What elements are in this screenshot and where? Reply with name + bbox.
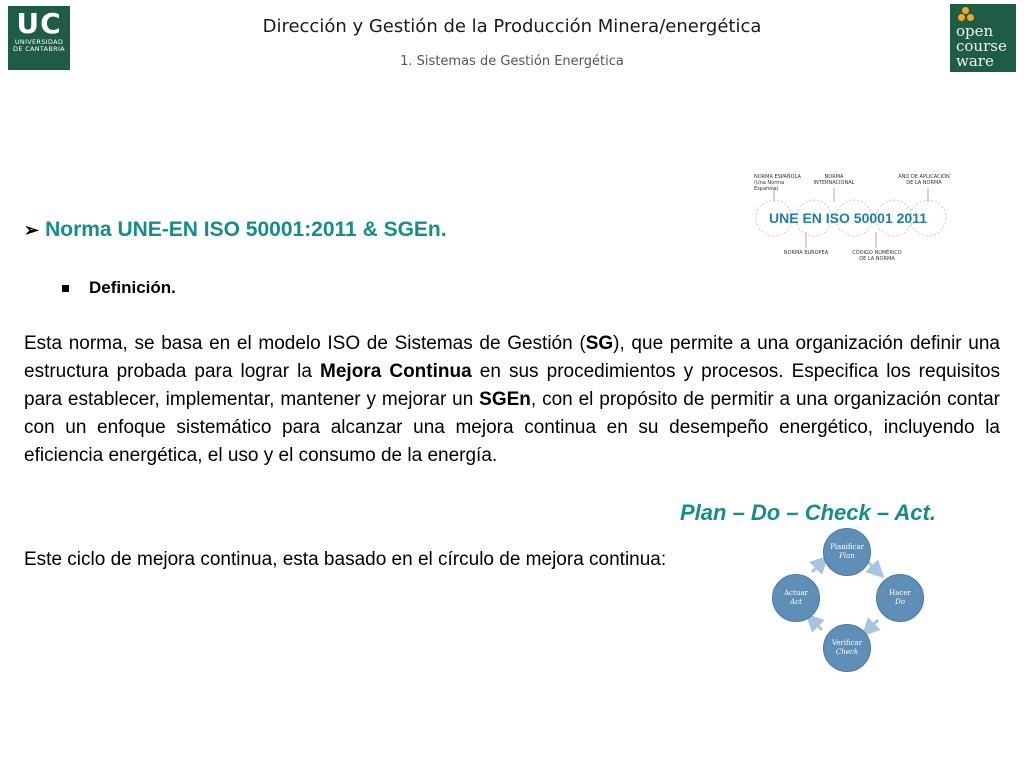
paragraph-text-4: , con el propósito de permitir a una organización contar con un enfoque sistemático para alcanzar una mejora continua en su desempeño energético, incluyendo la eficiencia energética, el uso y el consumo de la energía.: [24, 389, 1000, 466]
lesson-subtitle: 1. Sistemas de Gestión Energética: [400, 54, 624, 69]
label-codigo-numerico: CÓDIGO NUMÉRICO DE LA NORMA: [852, 250, 902, 262]
uc-logo-mark: UC: [16, 7, 62, 40]
paragraph-bold-mejora: Mejora Continua: [320, 361, 472, 382]
section-heading-text: Norma UNE-EN ISO 50001:2011 & SGEn.: [45, 218, 447, 241]
act-label-en: Act: [790, 598, 802, 606]
cycle-paragraph: Este ciclo de mejora continua, esta basado en el círculo de mejora continua:: [24, 549, 667, 570]
definition-label: Definición.: [89, 278, 176, 297]
course-title: Dirección y Gestión de la Producción Minera/energética: [262, 16, 762, 37]
pdca-act-node: [772, 574, 820, 622]
paragraph-text-2: ), que permite a una organización definir una estructura probada para lograr la: [24, 333, 1000, 382]
ocw-word-1: open: [956, 22, 994, 40]
paragraph-bold-sgen: SGEn: [479, 389, 531, 410]
do-label-en: Do: [895, 598, 905, 606]
check-label-en: Check: [835, 648, 859, 656]
pdca-plan-node: [823, 528, 871, 576]
uc-logo-line-2: DE CANTABRIA: [13, 45, 65, 53]
definition-paragraph: [24, 330, 1000, 470]
opencourseware-logo: [950, 4, 1016, 72]
label-anio-aplicacion: AÑO DE APLICACIÓN DE LA NORMA: [898, 174, 950, 186]
section-heading: [24, 218, 447, 242]
definition-bullet: [62, 278, 176, 298]
iso-code-diagram: [752, 172, 962, 262]
ocw-word-2: course: [956, 37, 1007, 55]
label-norma-espanola: NORMA ESPAÑOLA: [754, 174, 801, 180]
paragraph-bold-sg: SG: [585, 333, 614, 354]
arrow-bullet-icon: ➢: [24, 219, 40, 240]
pdca-do-node: [876, 574, 924, 622]
plan-label-en: Plan: [839, 552, 855, 560]
label-norma-europea: NORMA EUROPEA: [783, 250, 829, 256]
plan-label-es: Planificar: [830, 543, 864, 551]
pdca-check-node: [823, 624, 871, 672]
pdca-heading: Plan – Do – Check – Act.: [680, 500, 936, 525]
ocw-word-3: ware: [956, 52, 994, 70]
paragraph-text-3: en sus procedimientos y procesos. Especifica los requisitos para establecer, implementar, mantener y mejorar un: [24, 361, 1000, 410]
do-label-es: Hacer: [889, 589, 911, 597]
uc-logo-line-1: UNIVERSIDAD: [14, 38, 64, 46]
label-norma-internacional: NORMA INTERNACIONAL: [813, 174, 855, 186]
pdca-cycle-diagram: [770, 528, 930, 672]
paragraph-text-1: Esta norma, se basa en el modelo ISO de Sistemas de Gestión (: [24, 333, 586, 354]
square-bullet-icon: [62, 285, 69, 292]
check-label-es: Verificar: [831, 639, 863, 647]
act-label-es: Actuar: [784, 589, 808, 597]
iso-code-text: UNE EN ISO 50001 2011: [769, 210, 927, 226]
label-una-norma-espanola: (Una Norma Española): [754, 180, 785, 192]
